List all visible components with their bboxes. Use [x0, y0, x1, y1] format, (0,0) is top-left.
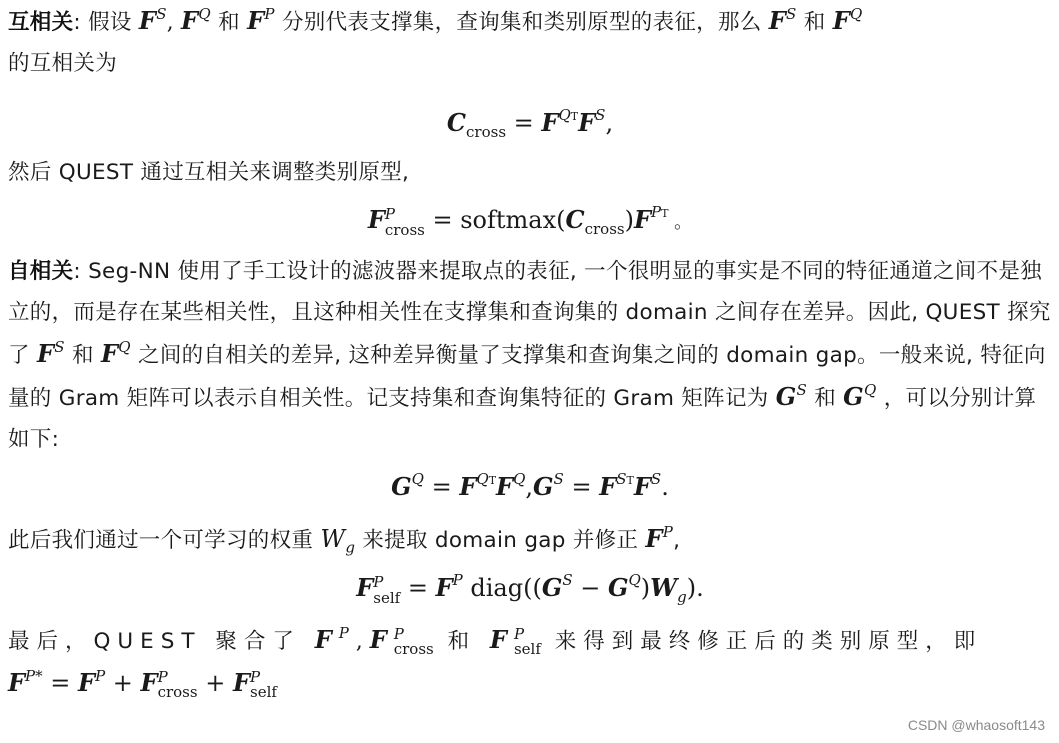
math-sup [558, 106, 578, 124]
equation-cross-prototype [8, 193, 1052, 251]
equation-gram [8, 460, 1052, 518]
math-sub: cross [466, 122, 507, 141]
math-sub: g [345, 538, 356, 557]
math-F: F [633, 472, 651, 501]
self-correlation-term: 自相关 [8, 259, 74, 284]
adjust-paragraph: 然后 QUEST 通过互相关来调整类别原型, [8, 160, 410, 185]
math-plus: + [197, 669, 233, 697]
cross-correlation-term: 互相关 [8, 10, 74, 35]
math-sup: Q [628, 571, 641, 589]
math-equals: = [42, 669, 79, 697]
math-sup: S [616, 470, 627, 488]
math-punct: ). [686, 574, 704, 602]
math-sub: cross [157, 683, 198, 701]
math-sub: cross [584, 219, 625, 238]
math-sup: Q [476, 470, 489, 488]
text-segment: 和 [796, 10, 833, 35]
text-segment: 此后我们通过一个可学习的权重 [8, 528, 321, 553]
math-G: G [533, 472, 554, 501]
math-G: G [775, 382, 797, 411]
math-sup: P [513, 625, 525, 643]
math-sup: S [786, 4, 797, 23]
text-segment: 的互相关为 [8, 51, 118, 76]
math-sup: P [384, 204, 395, 223]
math-F: F [496, 472, 514, 501]
math-equals: = [506, 109, 542, 137]
math-supsub [373, 574, 400, 606]
math-sup: S [553, 470, 564, 488]
math-softmax: = softmax( [424, 206, 566, 234]
math-sup: S [156, 4, 167, 23]
math-sub: self [250, 683, 277, 701]
equation-cross-correlation [8, 84, 1052, 152]
math-F: F [459, 472, 477, 501]
math-F: F [8, 668, 26, 697]
math-G: G [541, 573, 563, 602]
math-C: C [446, 108, 467, 137]
math-equals: = [563, 473, 600, 501]
math-sub: cross [384, 220, 425, 239]
math-sup: Q [118, 337, 131, 356]
math-F: F [578, 108, 596, 137]
self-correlation-paragraph [8, 251, 1052, 460]
math-sub: g [677, 587, 687, 606]
math-F: F [645, 524, 663, 553]
math-transpose: T [626, 474, 634, 487]
math-sup: Q [198, 4, 211, 23]
colon: : [73, 259, 89, 284]
math-supsub [394, 627, 434, 657]
math-sup [651, 203, 668, 221]
math-F: F [599, 472, 617, 501]
math-paren: ) [624, 206, 634, 234]
math-supsub [514, 627, 541, 657]
text-segment: 和 [807, 386, 844, 411]
math-F: F [314, 625, 339, 654]
math-sub: cross [393, 640, 434, 658]
math-F: F [138, 6, 157, 35]
math-sub: self [513, 640, 541, 658]
math-F: F [369, 625, 394, 654]
math-comma: , [166, 10, 182, 35]
math-sup: P [95, 666, 106, 685]
math-F: F [768, 6, 787, 35]
math-F: F [832, 6, 851, 35]
math-sup: S [562, 571, 573, 589]
math-C: C [565, 205, 585, 234]
text-punct: , [673, 528, 681, 553]
math-plus: + [105, 669, 141, 697]
math-sup: P [651, 203, 662, 221]
math-W: W [320, 525, 346, 553]
math-sup: P [662, 522, 674, 541]
math-F: F [181, 6, 199, 35]
math-sup [476, 470, 496, 488]
math-transpose: T [488, 474, 497, 487]
colon: : [73, 10, 89, 35]
text-segment: 和 [64, 343, 101, 368]
math-paren: ) [640, 574, 651, 602]
math-equals: = [400, 574, 436, 602]
equation-final-prototype [8, 666, 277, 701]
math-F: F [367, 205, 385, 234]
math-F: F [489, 625, 514, 654]
math-sup: P [250, 668, 261, 686]
math-sub: self [373, 588, 401, 607]
math-sup: P [373, 572, 384, 591]
watermark: CSDN @whaosoft143 [907, 717, 1045, 733]
math-minus: − [572, 574, 608, 602]
math-W: W [650, 573, 678, 602]
math-sup: P [452, 571, 463, 589]
math-F: F [100, 339, 119, 368]
math-sup: S [595, 106, 606, 124]
math-supsub [385, 206, 425, 238]
math-sup: S [54, 337, 65, 356]
math-equals: = [423, 473, 460, 501]
math-G: G [391, 472, 412, 501]
math-F: F [435, 573, 453, 602]
equation-self-prototype [8, 561, 1052, 619]
math-sup: P [264, 4, 275, 23]
math-diag: diag(( [462, 574, 542, 602]
math-punct: 。 [668, 212, 693, 233]
math-F: F [541, 108, 559, 137]
math-supsub [250, 670, 277, 700]
math-F: F [140, 668, 158, 697]
math-sup: P* [25, 666, 43, 685]
final-paragraph [8, 619, 1052, 705]
math-F: F [232, 668, 250, 697]
math-sup: P [338, 623, 356, 642]
math-sup: Q [513, 470, 526, 488]
math-sup: Q [558, 106, 571, 124]
math-sup: Q [411, 470, 424, 488]
math-punct: , [605, 109, 614, 137]
text-segment: Seg-NN 使用了手工设计的滤波器来提取点的表征, 一个很明显的事实是不同的特征通道之间不是独立的，而是存在某些相关性，且这种相关性在支撑集和查询集的 domain 之间存在差异。因此, QUEST 探究了 [8, 259, 1051, 368]
text-segment: 来得到最终修正后的类别原型，即 [540, 629, 983, 654]
text-segment: 和 [433, 629, 490, 654]
math-comma: , [355, 629, 370, 654]
math-comma: , [525, 473, 534, 501]
math-sup: S [796, 380, 808, 399]
math-supsub [158, 670, 198, 700]
text-segment: 最后，QUEST 聚合了 [8, 629, 315, 654]
math-transpose: T [661, 207, 669, 220]
math-sup: Q [850, 4, 863, 23]
math-sup [616, 470, 634, 488]
math-sup: P [157, 668, 168, 686]
math-G: G [843, 382, 864, 411]
math-F: F [36, 339, 55, 368]
math-punct: . [661, 473, 669, 501]
math-sup: P [393, 625, 404, 643]
math-F: F [633, 205, 652, 234]
math-sup: S [650, 470, 662, 488]
weight-paragraph [8, 518, 1052, 561]
text-segment: 假设 [88, 10, 139, 35]
math-G: G [607, 573, 629, 602]
math-transpose: T [570, 110, 579, 123]
article-body [8, 0, 1052, 705]
text-segment: 和 [211, 10, 248, 35]
cross-correlation-paragraph [8, 0, 1052, 84]
math-sup: Q [863, 380, 877, 399]
text-segment: ，可以分别计算如下: [8, 386, 1037, 452]
text-segment: 分别代表支撑集，查询集和类别原型的表征，那么 [274, 10, 769, 35]
text-segment: 之间的自相关的差异, 这种差异衡量了支撑集和查询集之间的 domain gap。一般来说, 特征向量的 Gram 矩阵可以表示自相关性。记支持集和查询集特征的 Gram 矩阵记为 [8, 343, 1046, 411]
text-segment: 来提取 domain gap 并修正 [355, 528, 646, 553]
math-F: F [356, 573, 374, 602]
math-F: F [78, 668, 96, 697]
math-F: F [247, 6, 265, 35]
